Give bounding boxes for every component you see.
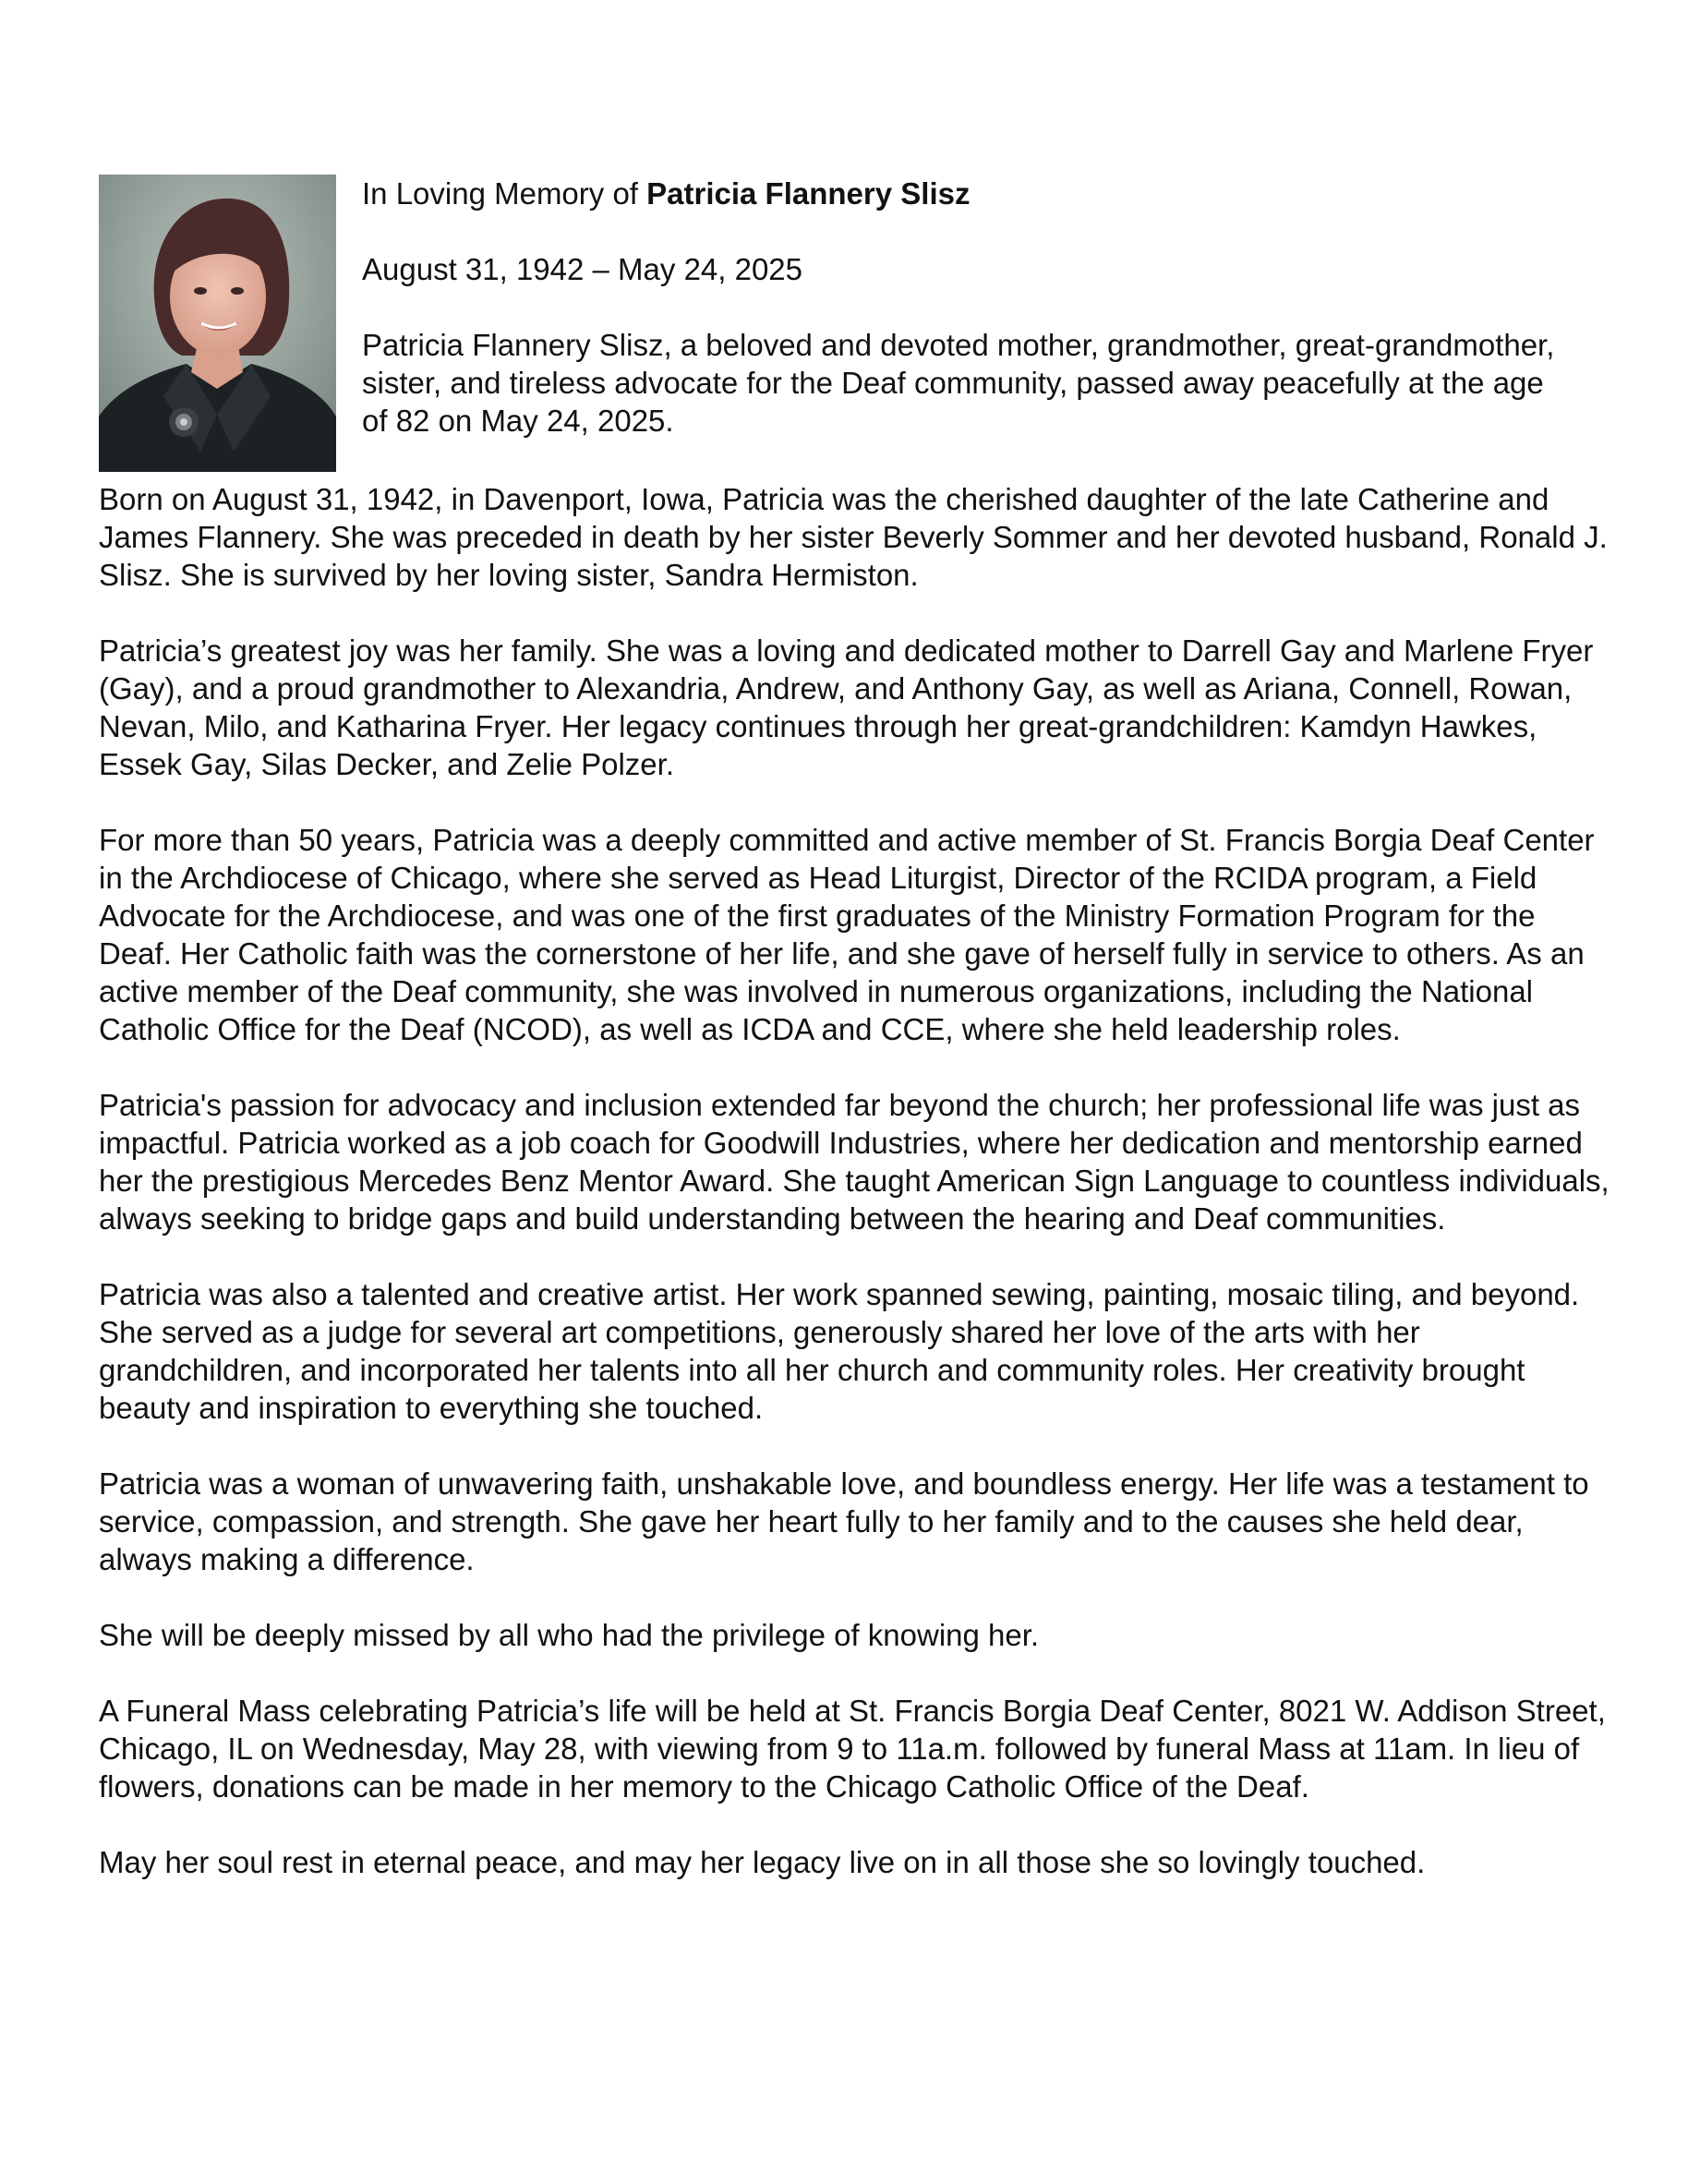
- paragraph-funeral-details: A Funeral Mass celebrating Patricia’s life will be held at St. Francis Borgia Deaf Center, 8021 W. Addison Street, Chicago, IL on Wednesday, May 28, with viewing from 9 to 11a.m. followed by funeral Mass at 11am. In lieu of flowers, donations can be made in her memory to the Chicago Catholic Office of the Deaf.: [99, 1694, 1606, 1804]
- obituary-header: [362, 175, 1590, 440]
- paragraph-artist: Patricia was also a talented and creative artist. Her work spanned sewing, painting, mosaic tiling, and beyond. She served as a judge for several art competitions, generously shared her love of the arts with her grandchildren, and incorporated her talents into all her church and community roles. Her creativity brought beauty and inspiration to everything she touched.: [99, 1277, 1580, 1425]
- deceased-name: Patricia Flannery Slisz: [646, 176, 971, 211]
- portrait-photo: [99, 175, 336, 472]
- paragraph-family: Patricia’s greatest joy was her family. She was a loving and dedicated mother to Darrell Gay and Marlene Fryer (Gay), and a proud grandmother to Alexandria, Andrew, and Anthony Gay, as well as Ariana, Connell, Rowan, Nevan, Milo, and Katharina Fryer. Her legacy continues through her great-grandchildren: Kamdyn Hawkes, Essek Gay, Silas Decker, and Zelie Polzer.: [99, 633, 1594, 781]
- life-dates: August 31, 1942 – May 24, 2025: [362, 252, 803, 286]
- obituary-body: [99, 480, 1613, 1919]
- paragraph-character: Patricia was a woman of unwavering faith, unshakable love, and boundless energy. Her life was a testament to service, compassion, and strength. She gave her heart fully to her family and to the causes she held dear, always making a difference.: [99, 1466, 1589, 1576]
- portrait-image: [99, 175, 336, 472]
- memorial-title: [362, 175, 1590, 212]
- paragraph-professional-life: Patricia's passion for advocacy and inclusion extended far beyond the church; her professional life was just as impactful. Patricia worked as a job coach for Goodwill Industries, where her dedication and mentorship earned her the prestigious Mercedes Benz Mentor Award. She taught American Sign Language to countless individuals, always seeking to bridge gaps and build understanding between the hearing and Deaf communities.: [99, 1088, 1610, 1236]
- paragraph-closing: May her soul rest in eternal peace, and may her legacy live on in all those she so lovingly touched.: [99, 1845, 1426, 1879]
- intro-paragraph: Patricia Flannery Slisz, a beloved and devoted mother, grandmother, great-grandmother, sister, and tireless advocate for the Deaf community, passed away peacefully at the age of 82 on May 24, 2025.: [362, 328, 1555, 438]
- paragraph-missed: She will be deeply missed by all who had the privilege of knowing her.: [99, 1618, 1040, 1652]
- paragraph-early-life: Born on August 31, 1942, in Davenport, Iowa, Patricia was the cherished daughter of the late Catherine and James Flannery. She was preceded in death by her sister Beverly Sommer and her devoted husband, Ronald J. Slisz. She is survived by her loving sister, Sandra Hermiston.: [99, 482, 1608, 592]
- paragraph-faith-service: For more than 50 years, Patricia was a deeply committed and active member of St. Francis Borgia Deaf Center in the Archdiocese of Chicago, where she served as Head Liturgist, Director of the RCIDA program, a Field Advocate for the Archdiocese, and was one of the first graduates of the Ministry Formation Program for the Deaf. Her Catholic faith was the cornerstone of her life, and she gave of herself fully in service to others. As an active member of the Deaf community, she was involved in numerous organizations, including the National Catholic Office for the Deaf (NCOD), as well as ICDA and CCE, where she held leadership roles.: [99, 823, 1595, 1046]
- memorial-title-prefix: In Loving Memory of: [362, 176, 638, 211]
